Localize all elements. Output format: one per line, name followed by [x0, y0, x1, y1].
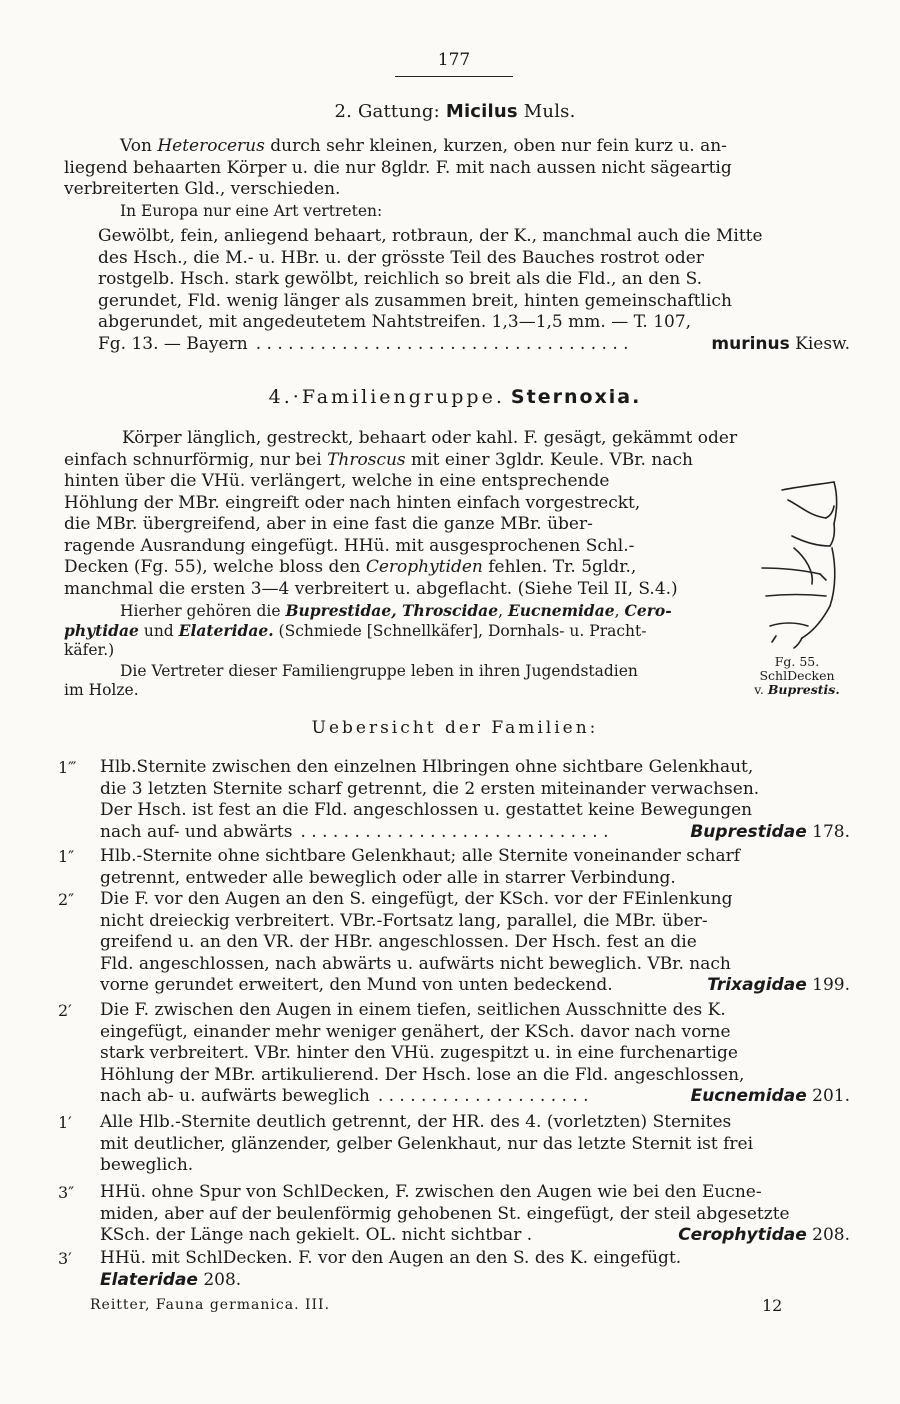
family-page: 208. — [806, 1225, 850, 1245]
key-entry-2: 1″ Hlb.-Sternite ohne sichtbare Gelenkhaut; alle Sternite voneinander scharf getrennt, entweder alle beweglich oder alle in starrer Verbindung. — [58, 846, 741, 888]
genus-desc-line-3: verbreiterten Gld., verschieden. — [64, 179, 341, 199]
key-number: 3″ — [58, 1183, 75, 1202]
group-description-narrow — [64, 471, 728, 700]
figure-caption-1: SchlDecken — [759, 668, 835, 683]
key-number: 3′ — [58, 1249, 72, 1268]
group-desc-line-3: hinten über die VHü. verlängert, welche in eine entsprechende — [64, 471, 610, 491]
key-number: 2″ — [58, 890, 75, 909]
group-desc-line-5: die MBr. übergreifend, aber in eine fast die ganze MBr. über- — [64, 514, 593, 534]
key-entry-6: 3″ HHü. ohne Spur von SchlDecken, F. zwischen den Augen wie bei den Eucne- miden, aber auf der beulenförmig gehobenen St. eingefügt, der steil abgesetzte KSch. der Länge nach gekielt. OL. nicht sichtbar . Cerophytidae 208. — [58, 1182, 850, 1245]
key-entry-3: 2″ Die F. vor den Augen an den S. eingefügt, der KSch. vor der FEinlenkung nicht dreieckig verbreitert. VBr.-Fortsatz lang, parallel, die MBr. über- greifend u. an den VR. der HBr. angeschlossen. Der Hsch. fest an die Fld. angeschlossen, nach abwärts u. aufwärts nicht beweglich. VBr. nach vorne gerundet erweitert, den Mund von unten bedeckend. Trixagidae 199. — [58, 889, 850, 995]
species-desc-line-5: abgerundet, mit angedeutetem Nahtstreifen. 1,3—1,5 mm. — T. 107, — [98, 312, 692, 332]
group-desc-line-10: phytidae und Elateridae. (Schmiede [Schnellkäfer], Dornhals- u. Pracht- — [64, 621, 647, 640]
key-entry-7: 3′ HHü. mit SchlDecken. F. vor den Augen an den S. des K. eingefügt. Elateridae 208. — [58, 1248, 682, 1290]
leader-dots: . . . . . . . . . . . . . . . . . . . . — [377, 1086, 589, 1106]
genus-name: Micilus — [445, 101, 518, 122]
genus-author: Muls. — [523, 101, 576, 122]
leader-dots: . . . . . . . . . . . . . . . . . . . . . . . . . . . . . . . . . . . — [255, 333, 629, 354]
genus-prefix: 2. Gattung: — [334, 101, 440, 122]
key-number: 1″ — [58, 847, 75, 866]
key-entry-1: 1‴ Hlb.Sternite zwischen den einzelnen Hlbringen ohne sichtbare Gelenkhaut, die 3 letzten Sternite scharf getrennt, die 2 ersten miteinander verwachsen. Der Hsch. ist fest an die Fld. angeschlossen u. gestattet keine Bewegungen nach auf- und abwärts . . . . . . . . . . . . . . . . . . . . . . . . . . . . . Buprestidae 178. — [58, 757, 850, 842]
family-name: Elateridae — [100, 1269, 198, 1290]
family-page: 201. — [806, 1086, 850, 1106]
overview-title: Uebersicht der Familien: — [311, 718, 599, 738]
group-desc-line-8: manchmal die ersten 3—4 verbreitert u. abgeflacht. (Siehe Teil II, S.4.) — [64, 578, 678, 599]
page-number: 177 — [437, 50, 471, 70]
group-desc-line-9: Hierher gehören die Buprestidae, Throscidae, Eucnemidae, Cero- — [120, 601, 672, 620]
species-author: Kiesw. — [789, 333, 850, 354]
figure-caption-2: v. Buprestis. — [754, 682, 840, 697]
group-desc-line-4: Höhlung der MBr. eingreift oder nach hinten einfach vorgestreckt, — [64, 492, 641, 513]
key-number: 1′ — [58, 1113, 72, 1132]
group-desc-line-1: Körper länglich, gestreckt, behaart oder kahl. F. gesägt, gekämmt oder — [122, 428, 738, 448]
family-name: Trixagidae — [707, 975, 807, 995]
key-entry-4: 2′ Die F. zwischen den Augen in einem tiefen, seitlichen Ausschnitte des K. eingefügt, einander mehr weniger genähert, der KSch. davor nach vorne stark verbreitert. VBr. hinter den VHü. zugespitzt u. in eine furchenartige Höhlung der MBr. artikulierend. Der Hsch. lose an die Fld. angeschlossen, nach ab- u. aufwärts beweglich . . . . . . . . . . . . . . . . . . . . Eucnemidae 201. — [58, 1000, 850, 1106]
family-name: Cerophytidae — [678, 1225, 807, 1245]
group-description — [64, 428, 850, 471]
family-page: 208. — [197, 1269, 242, 1290]
group-desc-line-7: Decken (Fg. 55), welche bloss den Cerophytiden fehlen. Tr. 5gldr., — [64, 557, 637, 577]
genus-heading — [60, 101, 850, 122]
family-group-prefix: 4.·Familiengruppe. — [268, 386, 505, 408]
group-desc-line-2: einfach schnurförmig, nur bei Throscus mit einer 3gldr. Keule. VBr. nach — [64, 449, 693, 470]
species-name: murinus — [711, 333, 790, 354]
family-page: 178. — [806, 821, 850, 842]
figure-55 — [742, 476, 852, 706]
genus-desc-line-2: liegend behaarten Körper u. die nur 8gldr. F. mit nach aussen nicht sägeartig — [64, 157, 732, 178]
genus-desc-line-4: In Europa nur eine Art vertreten: — [120, 201, 383, 220]
hind-coxal-plates-drawing — [742, 476, 852, 651]
species-desc-line-4: gerundet, Fld. wenig länger als zusammen breit, hinten gemeinschaftlich — [98, 290, 732, 311]
family-name: Buprestidae — [690, 821, 807, 842]
group-desc-line-6: ragende Ausrandung eingefügt. HHü. mit ausgesprochenen Schl.- — [64, 535, 635, 556]
species-desc-line-1: Gewölbt, fein, anliegend behaart, rotbraun, der K., manchmal auch die Mitte — [98, 226, 763, 246]
footer-sheet-number: 12 — [762, 1296, 783, 1315]
genus-desc-line-1: Von Heterocerus durch sehr kleinen, kurzen, oben nur fein kurz u. an- — [120, 136, 727, 156]
key-entry-5: 1′ Alle Hlb.-Sternite deutlich getrennt, der HR. des 4. (vorletzten) Sternites mit deutlicher, glänzender, gelber Gelenkhaut, nur das letzte Sternit ist frei beweglich. — [58, 1112, 754, 1175]
figure-label: Fg. 55. — [774, 654, 820, 669]
species-name-line: Fg. 13. — Bayern . . . . . . . . . . . . . . . . . . . . . . . . . . . . . . . . . . . murinus Kiesw. — [98, 333, 850, 354]
leader-dots: . . . . . . . . . . . . . . . . . . . . . . . . . . . . . — [300, 821, 609, 842]
group-desc-line-12: Die Vertreter dieser Familiengruppe leben in ihren Jugendstadien — [120, 662, 638, 680]
genus-description — [64, 136, 850, 221]
family-name: Eucnemidae — [690, 1086, 807, 1106]
key-number: 1‴ — [58, 758, 77, 777]
footer-signature: Reitter, Fauna germanica. III. — [90, 1297, 331, 1313]
species-desc-line-3: rostgelb. Hsch. stark gewölbt, reichlich so breit als die Fld., an den S. — [98, 269, 703, 289]
species-desc-line-2: des Hsch., die M.- u. HBr. u. der grösste Teil des Bauches rostrot oder — [98, 247, 704, 268]
group-desc-line-11: käfer.) — [64, 641, 115, 659]
page-number-rule — [395, 76, 513, 77]
species-description — [98, 226, 850, 355]
key-number: 2′ — [58, 1001, 72, 1020]
family-group-name: Sternoxia. — [510, 386, 642, 408]
group-desc-line-13: im Holze. — [64, 681, 139, 699]
family-page: 199. — [806, 975, 850, 995]
family-group-heading — [60, 386, 850, 408]
